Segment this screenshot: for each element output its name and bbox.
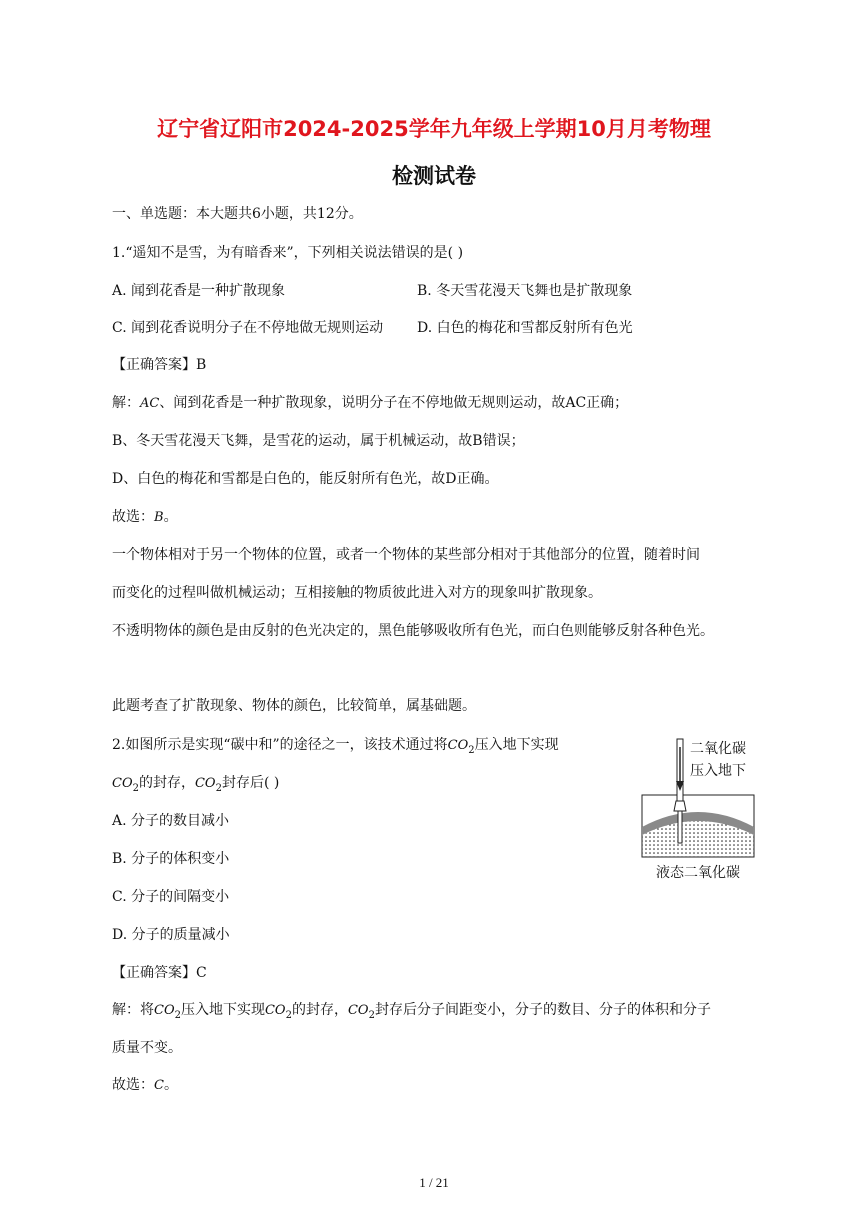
q1-solution-2: B、冬天雪花漫天飞舞，是雪花的运动，属于机械运动，故B错误； [112,433,525,449]
math: CO [264,1003,286,1018]
q1-answer: 【正确答案】B [112,357,207,373]
q1-explanation-1: 一个物体相对于另一个物体的位置，或者一个物体的某些部分相对于其他部分的位置，随着时间 [112,547,700,563]
subscript: 2 [132,782,139,794]
q1-explanation-3: 不透明物体的颜色是由反射的色光决定的，黑色能够吸收所有色光，而白色则能够反射各种色光。 [112,623,714,639]
well-shaft [678,811,682,843]
text: 封存后分子间距变小，分子的数目、分子的体积和分子 [374,1002,711,1018]
math: C [154,1078,164,1093]
figure-label-bottom: 液态二氧化碳 [656,865,740,881]
q1-choose [112,507,178,528]
text: 封存后( ) [221,775,280,791]
text: 压入地下实现 [474,737,559,753]
text: 解：将 [112,1002,154,1018]
text: 的封存， [138,775,195,791]
q2-choose [112,1075,178,1096]
math: CO [447,738,469,753]
q1-option-b: B. 冬天雪花漫天飞舞也是扩散现象 [417,283,633,299]
subscript: 2 [174,1009,181,1021]
title-line-2: 检测试卷 [392,164,476,188]
subscript: 2 [468,744,475,756]
subscript: 2 [368,1009,375,1021]
wellhead [674,801,686,811]
q2-solution-2: 质量不变。 [112,1040,182,1056]
q1-solution-3: D、白色的梅花和雪都是白色的，能反射所有色光，故D正确。 [112,471,499,487]
text: 的封存， [291,1002,348,1018]
q1-stem: 1.“遥知不是雪，为有暗香来”，下列相关说法错误的是( ) [112,245,464,261]
figure-label-top-2: 压入地下 [690,763,746,779]
text: 故选： [112,1077,154,1093]
subscript: 2 [285,1009,292,1021]
q2-answer: 【正确答案】C [112,965,207,981]
figure-label-top-1: 二氧化碳 [690,741,746,757]
math: CO [112,776,133,791]
text: 。 [163,1077,178,1093]
page-number: 1 / 21 [419,1175,449,1190]
text: 。 [163,509,178,525]
text: 压入地下实现 [180,1002,265,1018]
q2-option-a: A. 分子的数目减小 [112,813,230,829]
math: AC [140,396,160,411]
q1-option-a: A. 闻到花香是一种扩散现象 [112,283,286,299]
q2-option-b: B. 分子的体积变小 [112,851,230,867]
math: CO [347,1003,369,1018]
q2-stem-1 [112,735,559,761]
subscript: 2 [215,782,222,794]
math: CO [154,1003,175,1018]
math: CO [194,776,216,791]
title-line-1: 辽宁省辽阳市2024-2025学年九年级上学期10月月考物理 [157,117,711,141]
text: 2.如图所示是实现“碳中和”的途径之一，该技术通过将 [112,737,448,753]
text: 解： [112,395,140,411]
math: B [154,510,164,525]
q1-option-c: C. 闻到花香说明分子在不停地做无规则运动 [112,320,384,336]
co2-storage-figure [640,735,758,885]
q2-option-c: C. 分子的间隔变小 [112,889,230,905]
q1-option-d: D. 白色的梅花和雪都反射所有色光 [417,320,633,336]
section-heading: 一、单选题：本大题共6小题，共12分。 [112,206,363,222]
q1-comment: 此题考查了扩散现象、物体的颜色，比较简单，属基础题。 [112,698,476,714]
q2-stem-2 [112,773,279,799]
text: 、闻到花香是一种扩散现象，说明分子在不停地做无规则运动，故AC正确； [159,395,629,411]
q1-explanation-2: 而变化的过程叫做机械运动；互相接触的物质彼此进入对方的现象叫扩散现象。 [112,585,602,601]
q2-option-d: D. 分子的质量减小 [112,927,230,943]
q2-solution-1 [112,1000,711,1026]
text: 故选： [112,509,154,525]
q1-solution-1 [112,393,628,414]
